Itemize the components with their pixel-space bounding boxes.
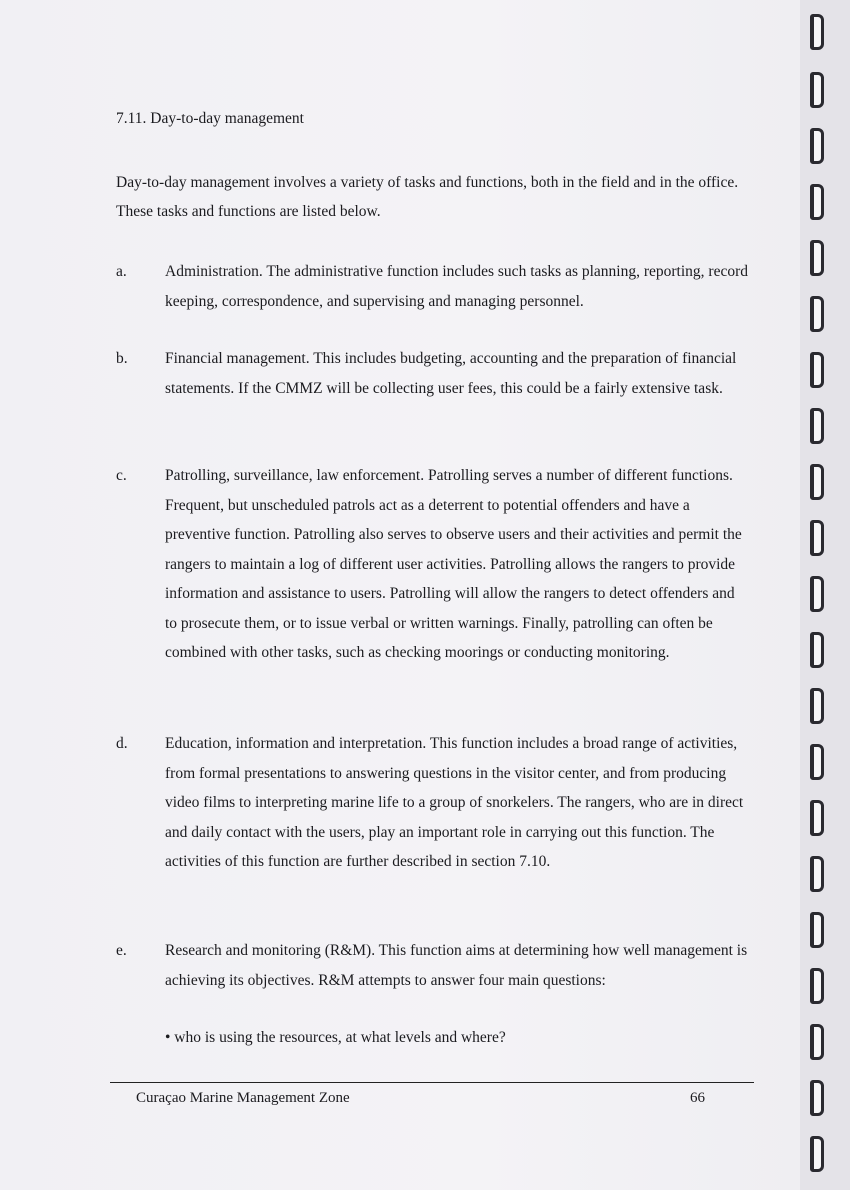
binding-ring bbox=[810, 520, 824, 556]
intro-paragraph: Day-to-day management involves a variety of tasks and functions, both in the field and in the office. These tasks and functions are listed below. bbox=[116, 174, 739, 220]
list-item-text: Education, information and interpretation. This function includes a broad range of activities, from formal presentations to answering questions in the visitor center, and from producing video films to interpreting marine life to a group of snorkelers. The rangers, who are in direct and daily contact with the users, play an important role in carrying out this function. The activities of this function are further described in section 7.10. bbox=[165, 735, 744, 870]
page-number: 66 bbox=[690, 1090, 705, 1106]
binding-ring bbox=[810, 1080, 824, 1116]
binding-ring bbox=[810, 408, 824, 444]
list-marker: d. bbox=[116, 735, 128, 752]
section-heading: 7.11. Day-to-day management bbox=[116, 110, 304, 127]
binding-ring bbox=[810, 856, 824, 892]
binding-ring bbox=[810, 688, 824, 724]
binding-ring bbox=[810, 72, 824, 108]
list-item-text: Research and monitoring (R&M). This function aims at determining how well management is achieving its objectives. R&M attempts to answer four main questions: bbox=[165, 942, 748, 989]
list-marker: a. bbox=[116, 263, 127, 280]
binding-ring bbox=[810, 240, 824, 276]
binding-ring bbox=[810, 744, 824, 780]
spiral-binding bbox=[800, 0, 850, 1190]
list-item-text: Financial management. This includes budgeting, accounting and the preparation of financial statements. If the CMMZ will be collecting user fees, this could be a fairly extensive task. bbox=[165, 350, 737, 397]
binding-ring bbox=[810, 464, 824, 500]
binding-ring bbox=[810, 128, 824, 164]
binding-ring bbox=[810, 576, 824, 612]
binding-ring bbox=[810, 800, 824, 836]
binding-ring bbox=[810, 632, 824, 668]
list-marker: b. bbox=[116, 350, 128, 367]
list-item-text: Administration. The administrative function includes such tasks as planning, reporting, record keeping, correspondence, and supervising and managing personnel. bbox=[165, 263, 748, 310]
list-item-text: Patrolling, surveillance, law enforcement. Patrolling serves a number of different functions. Frequent, but unscheduled patrols act as a deterrent to potential offenders and have a preventive function. Patrolling also serves to observe users and their activities and permit the rangers to maintain a log of different user activities. Patrolling allows the rangers to provide information and assistance to users. Patrolling will allow the rangers to detect offenders and to prosecute them, or to issue verbal or written warnings. Finally, patrolling can often be combined with other tasks, such as checking moorings or conducting monitoring. bbox=[165, 467, 742, 661]
binding-ring bbox=[810, 968, 824, 1004]
binding-ring bbox=[810, 296, 824, 332]
footer-rule bbox=[110, 1082, 754, 1083]
binding-ring bbox=[810, 912, 824, 948]
list-marker: e. bbox=[116, 942, 127, 959]
binding-ring bbox=[810, 14, 824, 50]
footer-title: Curaçao Marine Management Zone bbox=[136, 1090, 350, 1106]
list-marker: c. bbox=[116, 467, 127, 484]
binding-ring bbox=[810, 184, 824, 220]
bullet-question: • who is using the resources, at what levels and where? bbox=[165, 1029, 506, 1046]
binding-ring bbox=[810, 1136, 824, 1172]
binding-ring bbox=[810, 352, 824, 388]
binding-ring bbox=[810, 1024, 824, 1060]
